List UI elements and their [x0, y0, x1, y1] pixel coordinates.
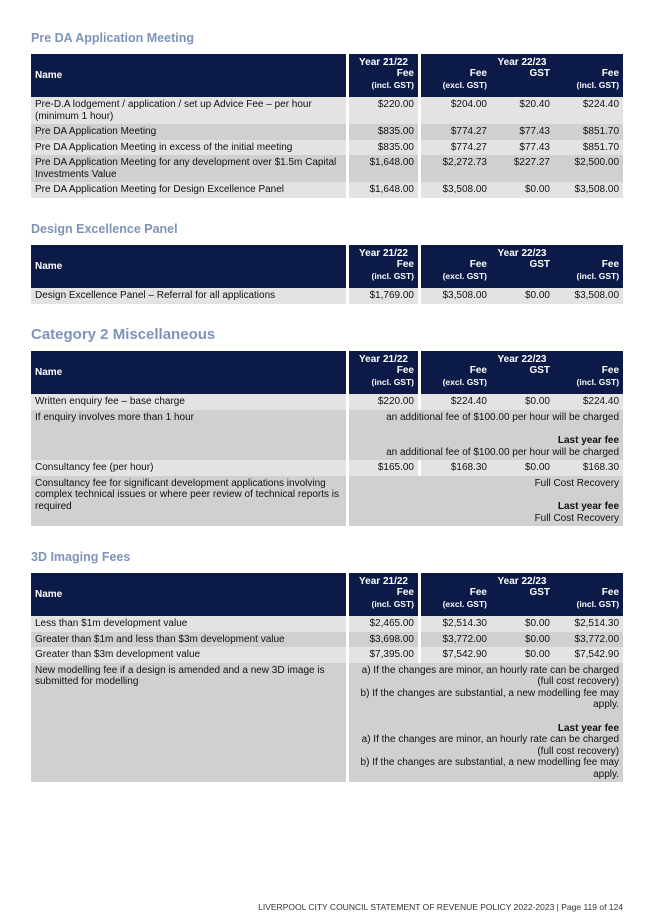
column-header-fee-incl-2223: Fee (incl. GST) — [554, 259, 623, 288]
column-header-fee-incl: Fee (incl. GST) — [349, 365, 421, 394]
column-header-fee-incl-2223: Fee (incl. GST) — [554, 68, 623, 97]
section-title-design-excellence: Design Excellence Panel — [31, 222, 178, 236]
column-header-year-2223: Year 22/23 — [421, 351, 623, 365]
column-header-name: Name — [31, 54, 349, 97]
table-row: Greater than $3m development value $7,395.00 $7,542.90 $0.00 $7,542.90 — [31, 647, 623, 663]
column-header-fee-incl: Fee (incl. GST) — [349, 68, 421, 97]
column-header-year-2122: Year 21/22 — [349, 351, 421, 365]
page-footer: LIVERPOOL CITY COUNCIL STATEMENT OF REVENUE POLICY 2022-2023 | Page 119 of 124 — [258, 902, 623, 912]
column-header-year-2122: Year 21/22 — [349, 245, 421, 259]
column-header-year-2223: Year 22/23 — [421, 573, 623, 587]
table-3d-imaging — [31, 573, 623, 782]
table-row: Design Excellence Panel – Referral for all applications $1,769.00 $3,508.00 $0.00 $3,508.00 — [31, 288, 623, 304]
column-header-fee-excl: Fee (excl. GST) — [421, 365, 491, 394]
section-title-pre-da: Pre DA Application Meeting — [31, 31, 194, 45]
column-header-gst: GST — [491, 68, 554, 97]
table-row: If enquiry involves more than 1 hour an additional fee of $100.00 per hour will be charged Last year fee an additional fee of $100.00 per hour will be charged — [31, 410, 623, 461]
table-row: Pre DA Application Meeting for Design Excellence Panel $1,648.00 $3,508.00 $0.00 $3,508.00 — [31, 182, 623, 198]
table-row: Pre DA Application Meeting in excess of the initial meeting $835.00 $774.27 $77.43 $851.70 — [31, 140, 623, 156]
column-header-name: Name — [31, 245, 349, 288]
column-header-fee-incl-2223: Fee (incl. GST) — [554, 587, 623, 616]
section-title-category-2: Category 2 Miscellaneous — [31, 326, 216, 343]
column-header-gst: GST — [491, 365, 554, 394]
column-header-gst: GST — [491, 587, 554, 616]
column-header-fee-incl: Fee (incl. GST) — [349, 259, 421, 288]
column-header-fee-excl: Fee (excl. GST) — [421, 259, 491, 288]
column-header-fee-incl-2223: Fee (incl. GST) — [554, 365, 623, 394]
column-header-year-2122: Year 21/22 — [349, 573, 421, 587]
column-header-name: Name — [31, 351, 349, 394]
section-title-3d-imaging: 3D Imaging Fees — [31, 550, 131, 564]
table-row: Less than $1m development value $2,465.00 $2,514.30 $0.00 $2,514.30 — [31, 616, 623, 632]
fee-text-cell: Full Cost Recovery Last year fee Full Cost Recovery — [349, 476, 623, 527]
fee-text-cell: a) If the changes are minor, an hourly rate can be charged (full cost recovery) b) If the changes are substantial, a new modelling fee may apply. Last year fee a) If the changes are minor, an hourly rate can be charged (full cost recovery) b) If the changes are substantial, a new modelling fee may apply. — [349, 663, 623, 783]
table-row: Pre DA Application Meeting $835.00 $774.27 $77.43 $851.70 — [31, 124, 623, 140]
table-design-excellence — [31, 245, 623, 304]
column-header-fee-excl: Fee (excl. GST) — [421, 587, 491, 616]
table-pre-da — [31, 54, 623, 198]
column-header-year-2223: Year 22/23 — [421, 245, 623, 259]
column-header-name: Name — [31, 573, 349, 616]
table-row: Greater than $1m and less than $3m development value $3,698.00 $3,772.00 $0.00 $3,772.00 — [31, 632, 623, 648]
table-row: Pre-D.A lodgement / application / set up Advice Fee – per hour (minimum 1 hour) $220.00 $204.00 $20.40 $224.40 — [31, 97, 623, 124]
table-row: Pre DA Application Meeting for any development over $1.5m Capital Investments Value $1,648.00 $2,272.73 $227.27 $2,500.00 — [31, 155, 623, 182]
table-row: New modelling fee if a design is amended and a new 3D image is submitted for modelling a) If the changes are minor, an hourly rate can be charged (full cost recovery) b) If the changes are substantial, a new modelling fee may apply. Last year fee a) If the changes are minor, an hourly rate can be charged (full cost recovery) b) If the changes are substantial, a new modelling fee may apply. — [31, 663, 623, 783]
column-header-year-2122: Year 21/22 — [349, 54, 421, 68]
table-category-2 — [31, 351, 623, 526]
column-header-fee-excl: Fee (excl. GST) — [421, 68, 491, 97]
column-header-fee-incl: Fee (incl. GST) — [349, 587, 421, 616]
fee-text-cell: an additional fee of $100.00 per hour will be charged Last year fee an additional fee of $100.00 per hour will be charged — [349, 410, 623, 461]
table-row: Consultancy fee for significant development applications involving complex technical issues or where peer review of technical reports is required Full Cost Recovery Last year fee Full Cost Recovery — [31, 476, 623, 527]
column-header-year-2223: Year 22/23 — [421, 54, 623, 68]
table-row: Written enquiry fee – base charge $220.00 $224.40 $0.00 $224.40 — [31, 394, 623, 410]
table-row: Consultancy fee (per hour) $165.00 $168.30 $0.00 $168.30 — [31, 460, 623, 476]
column-header-gst: GST — [491, 259, 554, 288]
